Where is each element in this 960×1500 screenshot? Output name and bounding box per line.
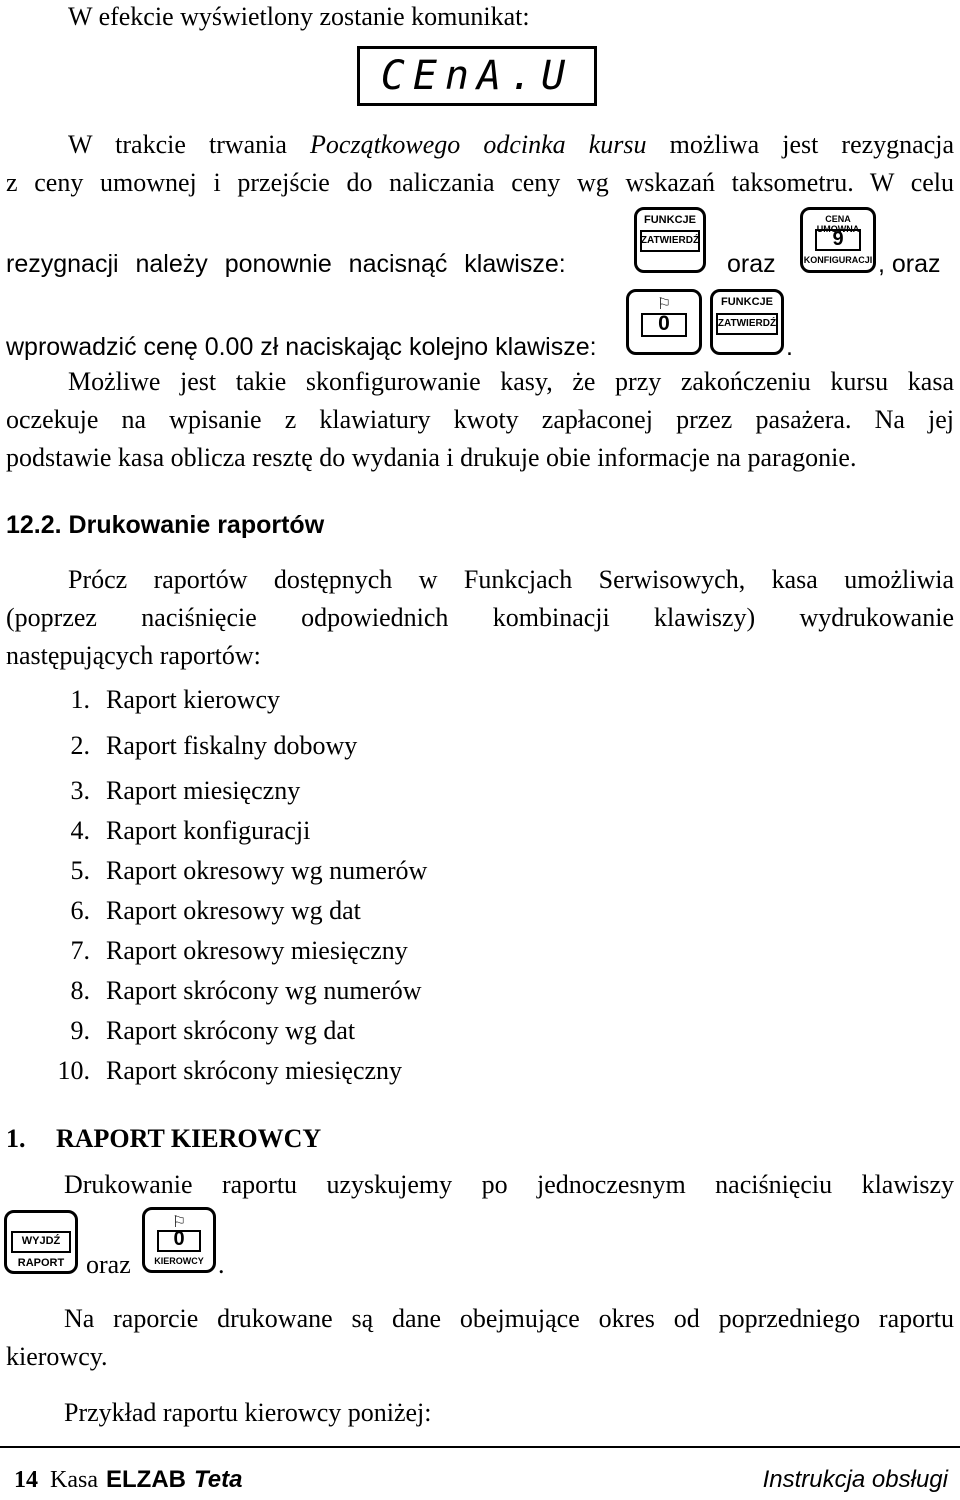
key-label-funkcje: FUNKCJE [721,296,773,308]
list-item: Raport fiskalny dobowy [106,731,358,760]
list-item: Raport miesięczny [106,776,301,805]
footer-kasa: Kasa [50,1467,98,1493]
key-label-raport: RAPORT [17,1257,65,1269]
zero-key [626,289,702,355]
oraz-word: oraz [727,250,776,278]
line4-period: . [786,333,793,361]
text-run: możliwa jest rezygnacja [646,130,954,159]
list-item: Raport skrócony wg numerów [106,976,422,1005]
key-digit-0: 0 [658,312,670,335]
section-para-line3: następujących raportów: [6,641,261,670]
key-label-zatwierdz: ZATWIERDŹ [717,318,777,329]
list-item-number: 8. [70,976,90,1005]
list-item-number: 6. [70,896,90,925]
wyjdz-raport-key [4,1210,78,1274]
para1-line1 [68,130,954,160]
list-item-number: 7. [70,936,90,965]
italic-term: Początkowego odcinka kursu [310,130,647,159]
oraz-trailing: , oraz [878,250,941,278]
list-item: Raport skrócony wg dat [106,1016,356,1045]
list-item-number: 4. [70,816,90,845]
page-number: 14 [14,1467,38,1493]
key-label-cena-umowna: CENA UMOWNA [816,214,860,234]
list-item: Raport kierowcy [106,685,281,714]
cena-umowna-key [800,207,876,273]
oraz-word-2: oraz [86,1250,131,1279]
subsection-line2: Na raporcie drukowane są dane obejmujące okres od poprzedniego raportu [64,1304,954,1333]
funkcje-zatwierdz-key-2 [710,289,784,355]
key-digit-0: 0 [173,1228,185,1250]
footer-left [14,1466,242,1494]
list-item-number: 3. [70,776,90,805]
footer-model: Teta [193,1466,243,1493]
intro-text: W efekcie wyświetlony zostanie komunikat: [68,2,530,31]
subsection-heading: RAPORT KIEROWCY [56,1124,322,1153]
funkcje-zatwierdz-key [634,207,706,273]
footer-right: Instrukcja obsługi [762,1466,948,1493]
para2-line3: podstawie kasa oblicza resztę do wydania i drukuje obie informacje na paragonie. [6,443,857,472]
key-label-zatwierdz: ZATWIERDŹ [640,235,700,246]
footer-brand: ELZAB [105,1466,186,1493]
list-item-number: 2. [70,731,90,760]
key-label-konfiguracji: KONFIGURACJI [803,255,873,265]
subsection-line4: Przykład raportu kierowcy poniżej: [64,1398,432,1427]
list-item: Raport okresowy wg numerów [106,856,428,885]
list-item-number: 5. [70,856,90,885]
list-item: Raport okresowy wg dat [106,896,361,925]
taxi-icon: ⚐ [656,294,672,313]
list-item-number: 1. [70,685,90,714]
taxi-icon: ⚐ [171,1212,187,1231]
line-period: . [218,1250,225,1279]
key-digit-9: 9 [832,228,844,250]
key-label-wyjdz: WYJDŹ [21,1235,61,1247]
section-para-line2: (poprzez naciśnięcie odpowiednich kombinacji klawiszy) wydrukowanie [6,603,954,632]
subsection-line3: kierowcy. [6,1342,108,1371]
para2-line1: Możliwe jest takie skonfigurowanie kasy, że przy zakończeniu kursu kasa [68,367,954,396]
footer-rule [0,1446,960,1448]
section-heading: 12.2. Drukowanie raportów [6,511,325,539]
list-item: Raport okresowy miesięczny [106,936,408,965]
lcd-display [357,46,597,106]
list-item: Raport skrócony miesięczny [106,1056,403,1085]
key-label-funkcje: FUNKCJE [644,214,696,226]
subsection-line1: Drukowanie raportu uzyskujemy po jednoczesnym naciśnięciu klawiszy [64,1170,954,1199]
subsection-number: 1. [6,1124,26,1153]
list-item: Raport konfiguracji [106,816,311,845]
section-para-line1: Prócz raportów dostępnych w Funkcjach Serwisowych, kasa umożliwia [68,565,954,594]
list-item-number: 10. [57,1056,90,1085]
para1-line2: z ceny umownej i przejście do naliczania ceny wg wskazań taksometru. W celu [6,168,954,197]
para1-line4: wprowadzić cenę 0.00 zł naciskając kolejno klawisze: [6,333,597,361]
list-item-number: 9. [70,1016,90,1045]
key-label-kierowcy: KIEROWCY [154,1256,204,1266]
lcd-message: CEnA.U [380,53,574,99]
para2-line2: oczekuje na wpisanie z klawiatury kwoty zapłaconej przez pasażera. Na jej [6,405,954,434]
para1-line3: rezygnacji należy ponownie nacisnąć klawisze: [6,250,566,278]
zero-kierowcy-key [142,1207,216,1273]
text-run: W trakcie trwania [68,130,311,159]
